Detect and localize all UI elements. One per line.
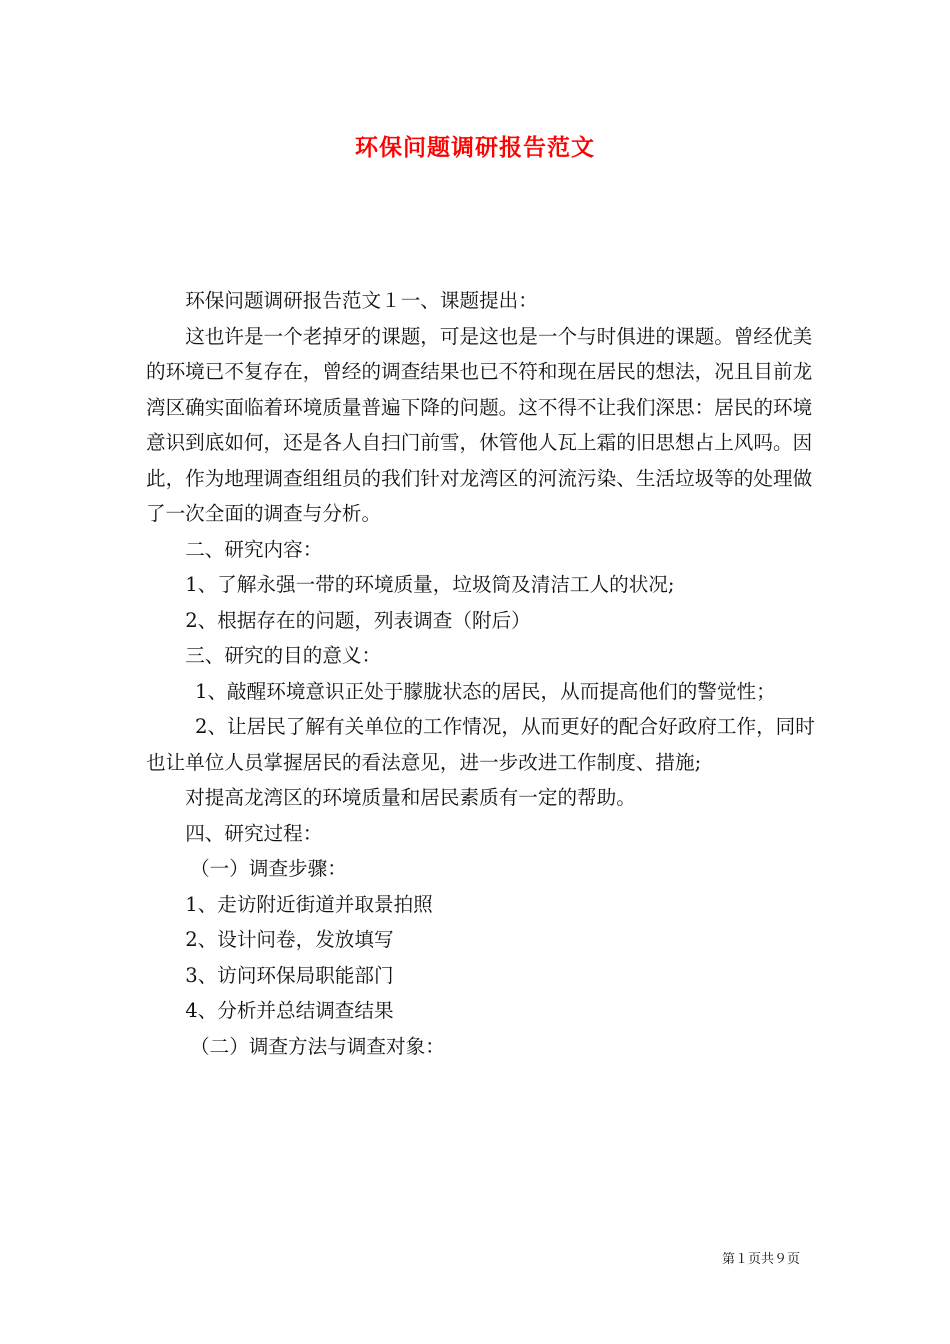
document-body	[146, 283, 816, 1064]
list-item-content-2: 2、根据存在的问题，列表调查（附后）	[185, 608, 531, 632]
list-item-step-2: 2、设计问卷，发放填写	[185, 928, 394, 951]
list-item-step-3: 3、访问环保局职能部门	[185, 963, 394, 987]
list-item-purpose-2: 2、让居民了解有关单位的工作情况，从而更好的配合好政府工作，同时也让单位人员掌握居民的看法意见，进一步改进工作制度、措施;	[146, 715, 815, 774]
subheading-methods: （二）调查方法与调查对象：	[190, 1034, 445, 1058]
page-number: 第１页共９页	[722, 1252, 801, 1267]
list-item-step-1: 1、走访附近街道并取景拍照	[185, 892, 433, 916]
paragraph-purpose-summary: 对提高龙湾区的环境质量和居民素质有一定的帮助。	[185, 786, 636, 809]
document-title: 环保问题调研报告范文	[355, 134, 595, 161]
heading-purpose: 三、研究的目的意义：	[185, 644, 382, 667]
subheading-steps: （一）调查步骤：	[190, 857, 347, 880]
list-item-purpose-1: 1、敲醒环境意识正处于朦胧状态的居民，从而提高他们的警觉性；	[195, 679, 776, 703]
heading-process: 四、研究过程：	[185, 821, 323, 845]
heading-research-content: 二、研究内容：	[185, 537, 323, 561]
list-item-content-1: 1、了解永强一带的环境质量，垃圾筒及清洁工人的状况;	[185, 573, 675, 596]
paragraph-topic: 这也许是一个老掉牙的课题，可是这也是一个与时俱进的课题。曾经优美的环境已不复存在，曾经的调查结果也已不符和现在居民的想法，况且目前龙湾区确实面临着环境质量普遍下降的问题。这不得不让我们深思：居民的环境意识到底如何，还是各人自扫门前雪，休管他人瓦上霜的旧思想占上风吗。因此，作为地理调查组组员的我们针对龙湾区的河流污染、生活垃圾等的处理做了一次全面的调查与分析。	[146, 324, 813, 525]
list-item-step-4: 4、分析并总结调查结果	[185, 999, 394, 1022]
paragraph-intro: 环保问题调研报告范文１一、课题提出：	[185, 289, 538, 312]
